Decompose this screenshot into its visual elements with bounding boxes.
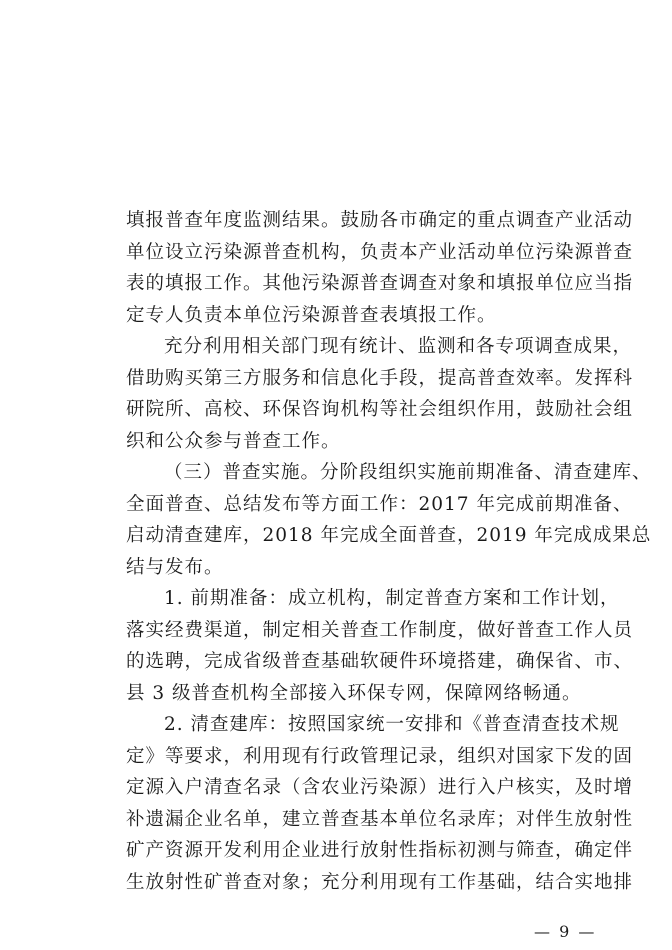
text-line: 填报普查年度监测结果。鼓励各市确定的重点调查产业活动	[126, 210, 634, 231]
text-line: 表的填报工作。其他污染源普查调查对象和填报单位应当指	[126, 273, 634, 294]
text-line: 全面普查、总结发布等方面工作：2017 年完成前期准备、	[126, 493, 633, 515]
text-line: 结与发布。	[126, 556, 224, 578]
paragraph-first-line: 1. 前期准备：成立机构，制定普查方案和工作计划，	[164, 588, 620, 609]
paragraph-first-line: 充分利用相关部门现有统计、监测和各专项调查成果，	[164, 336, 633, 357]
text-line: 借助购买第三方服务和信息化手段，提高普查效率。发挥科	[126, 367, 634, 389]
text-line: 单位设立污染源普查机构，负责本产业活动单位污染源普查	[126, 241, 634, 263]
text-line: 织和公众参与普查工作。	[126, 430, 341, 452]
section-heading-line: （三）普查实施。分阶段组织实施前期准备、清查建库、	[164, 462, 652, 483]
text-line: 县 3 级普查机构全部接入环保专网，保障网络畅通。	[126, 682, 582, 704]
text-line: 定》等要求，利用现有行政管理记录，组织对国家下发的固	[126, 745, 634, 767]
text-line: 补遗漏企业名单，建立普查基本单位名录库；对伴生放射性	[126, 808, 634, 830]
text-line: 落实经费渠道，制定相关普查工作制度，做好普查工作人员	[126, 619, 634, 641]
text-line: 矿产资源开发利用企业进行放射性指标初测与筛查，确定伴	[126, 840, 634, 861]
page-number: — 9 —	[534, 922, 597, 941]
text-line: 定专人负责本单位污染源普查表填报工作。	[126, 304, 497, 326]
text-line: 生放射性矿普查对象；充分利用现有工作基础，结合实地排	[126, 871, 634, 893]
paragraph-first-line: 2. 清查建库：按照国家统一安排和《普查清查技术规	[164, 714, 620, 735]
text-line: 研院所、高校、环保咨询机构等社会组织作用，鼓励社会组	[126, 399, 634, 420]
text-line: 的选聘，完成省级普查基础软硬件环境搭建，确保省、市、	[126, 651, 634, 672]
text-line: 定源入户清查名录（含农业污染源）进行入户核实，及时增	[126, 777, 634, 798]
text-line: 启动清查建库，2018 年完成全面普查，2019 年完成成果总	[126, 525, 652, 546]
